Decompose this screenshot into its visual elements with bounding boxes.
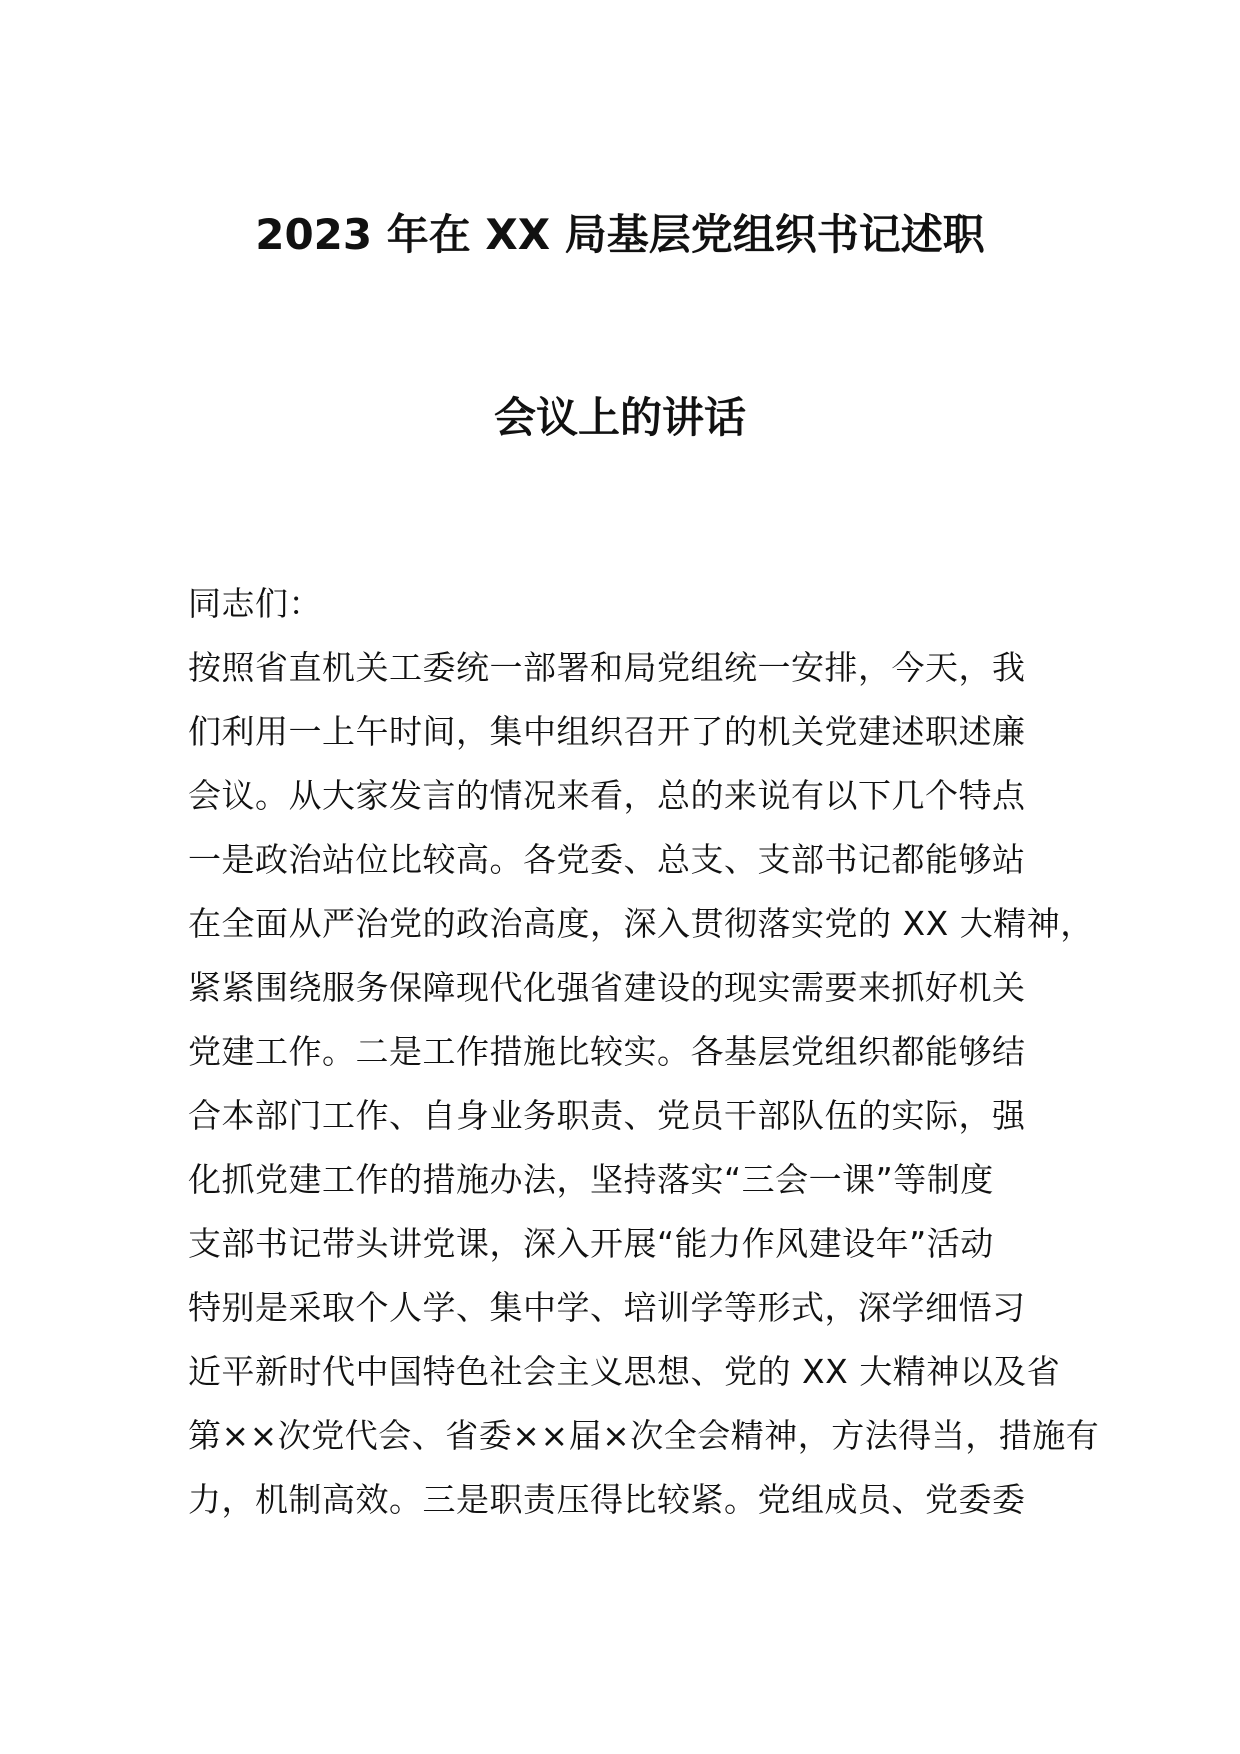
body-line: 一是政治站位比较高。各党委、总支、支部书记都能够站: [188, 840, 1026, 879]
body-line: 特别是采取个人学、集中学、培训学等形式，深学细悟习: [188, 1288, 1026, 1327]
body-line: 合本部门工作、自身业务职责、党员干部队伍的实际，强: [188, 1096, 1026, 1135]
body-line: 紧紧围绕服务保障现代化强省建设的现实需要来抓好机关: [188, 968, 1026, 1007]
body-line: 党建工作。二是工作措施比较实。各基层党组织都能够结: [188, 1032, 1026, 1071]
body-line: 会议。从大家发言的情况来看，总的来说有以下几个特点: [188, 776, 1026, 815]
body-line: 力，机制高效。三是职责压得比较紧。党组成员、党委委: [188, 1480, 1026, 1519]
body-line: 按照省直机关工委统一部署和局党组统一安排，今天，我: [188, 648, 1026, 687]
body-line: 们利用一上午时间，集中组织召开了的机关党建述职述廉: [188, 712, 1026, 751]
document-title-line-2: 会议上的讲话: [493, 393, 746, 442]
body-line: 在全面从严治党的政治高度，深入贯彻落实党的 XX 大精神，: [188, 904, 1094, 943]
body-line: 支部书记带头讲党课，深入开展“能力作风建设年”活动: [188, 1224, 994, 1263]
body-line: 近平新时代中国特色社会主义思想、党的 XX 大精神以及省: [188, 1352, 1061, 1391]
salutation: 同志们：: [188, 584, 322, 623]
body-line: 第××次党代会、省委××届×次全会精神，方法得当，措施有: [188, 1416, 1100, 1455]
document-title-line-1: 2023 年在 XX 局基层党组织书记述职: [255, 210, 985, 259]
body-line: 化抓党建工作的措施办法，坚持落实“三会一课”等制度: [188, 1160, 994, 1199]
